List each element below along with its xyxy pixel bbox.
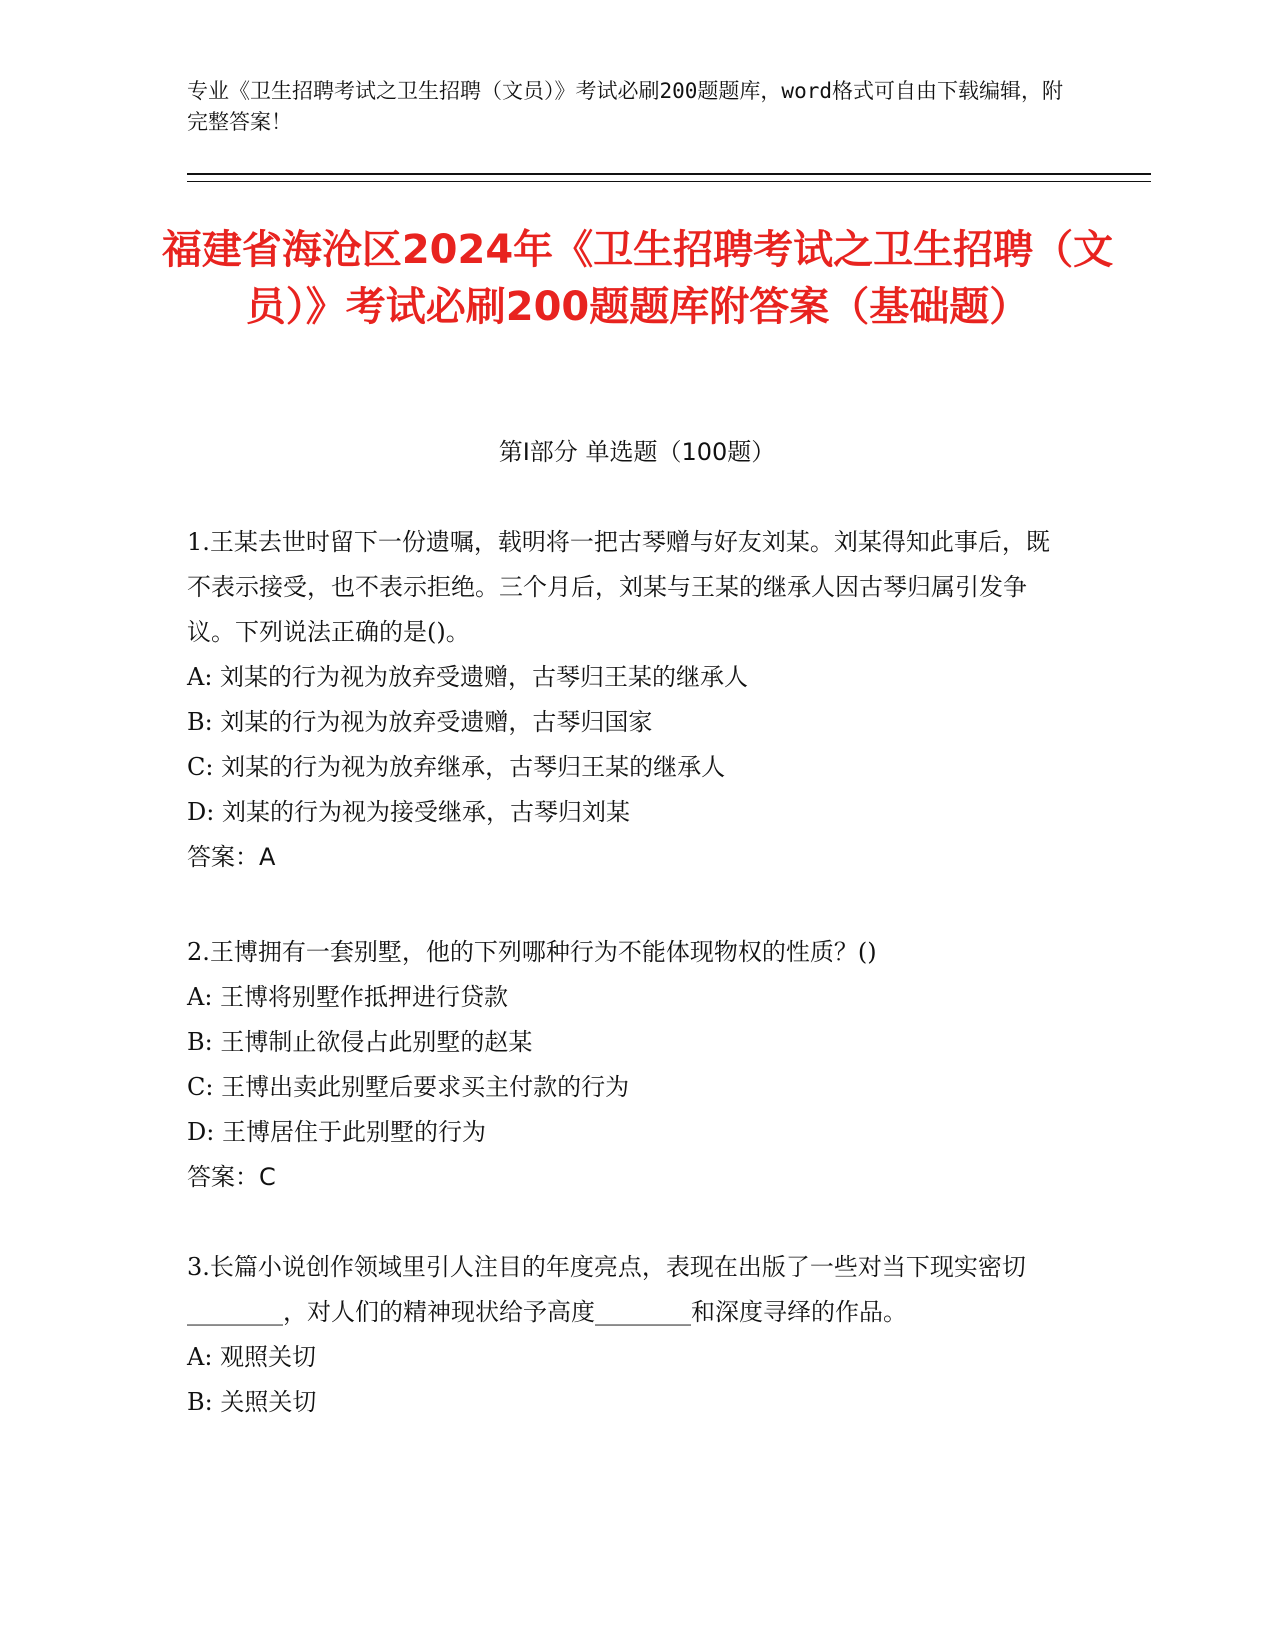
option-c: C: 王博出卖此别墅后要求买主付款的行为: [187, 1073, 630, 1101]
question-stem: 1.王某去世时留下一份遗嘱，载明将一把古琴赠与好友刘某。刘某得知此事后，既不表示接受，也不表示拒绝。三个月后，刘某与王某的继承人因古琴归属引发争议。下列说法正确的是()。: [187, 528, 1050, 646]
option-d: D: 刘某的行为视为接受继承，古琴归刘某: [187, 798, 630, 826]
option-d: D: 王博居住于此别墅的行为: [187, 1118, 486, 1146]
answer: 答案：A: [187, 843, 276, 871]
document-title: 福建省海沧区2024年《卫生招聘考试之卫生招聘（文员）》考试必刷200题题库附答案（基础题）: [161, 227, 1114, 330]
header-divider-thick: [187, 173, 1151, 175]
option-b: B: 关照关切: [187, 1388, 317, 1416]
option-a: A: 观照关切: [187, 1343, 317, 1371]
header-note: 专业《卫生招聘考试之卫生招聘（文员）》考试必刷200题题库，word格式可自由下载编辑，附完整答案！: [187, 79, 1063, 134]
option-c: C: 刘某的行为视为放弃继承，古琴归王某的继承人: [187, 753, 726, 781]
answer: 答案：C: [187, 1163, 276, 1191]
option-a: A: 刘某的行为视为放弃受遗赠，古琴归王某的继承人: [187, 663, 749, 691]
question-2: [187, 930, 1067, 1200]
question-1: [187, 520, 1067, 880]
question-3: [187, 1245, 1067, 1425]
section-title: 第Ⅰ部分 单选题（100题）: [498, 438, 776, 466]
question-stem: 2.王博拥有一套别墅，他的下列哪种行为不能体现物权的性质？(): [187, 938, 877, 966]
option-b: B: 王博制止欲侵占此别墅的赵某: [187, 1028, 533, 1056]
option-b: B: 刘某的行为视为放弃受遗赠，古琴归国家: [187, 708, 653, 736]
header-divider-thin: [187, 181, 1151, 182]
option-a: A: 王博将别墅作抵押进行贷款: [187, 983, 509, 1011]
question-stem: 3.长篇小说创作领域里引人注目的年度亮点，表现在出版了一些对当下现实密切________，对人们的精神现状给予高度________和深度寻绎的作品。: [187, 1253, 1026, 1326]
